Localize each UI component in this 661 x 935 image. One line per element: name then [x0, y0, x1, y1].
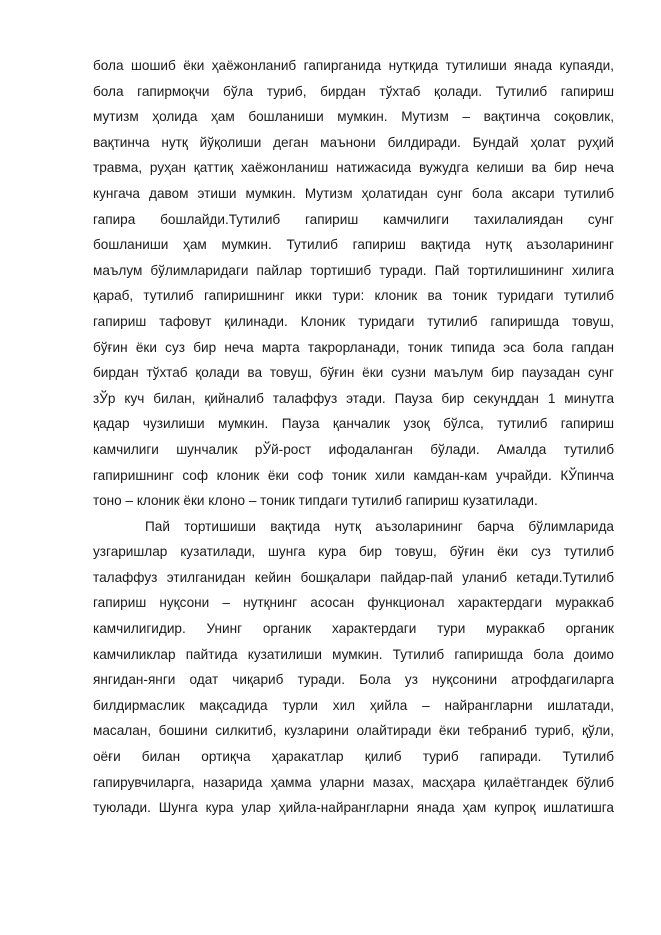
text-line: талаффуз этилганидан кейин бошқалари пайдар-пай уланиб кетади.Тутилиб — [93, 569, 614, 585]
paragraph-2 — [93, 514, 614, 821]
text-line: гапира бошлайди.Тутилиб гапириш камчилиги тахилалиядан сунг — [93, 211, 614, 227]
text-line: Пай тортишиши вақтида нутқ аъзоларининг барча бўлимларида — [145, 518, 614, 534]
text-line: зЎр куч билан, қийналиб талаффуз этади. Пауза бир секунддан 1 минутга — [93, 390, 614, 406]
text-line: гапиришнинг соф клоник ёки соф тоник хили камдан-кам учрайди. КЎпинча — [93, 467, 614, 483]
text-line: қараб, тутилиб гапиришнинг икки тури: клоник ва тоник туридаги тутилиб — [93, 288, 614, 304]
text-line: янгидан-янги одат чиқариб туради. Бола уз нуқсонини атрофдагиларга — [93, 672, 614, 688]
text-line: гапириш нуқсони – нутқнинг асосан функционал характердаги мураккаб — [93, 595, 614, 611]
text-line: масалан, бошини силкитиб, кузларини олайтиради ёки тебраниб туриб, қўли, — [93, 723, 614, 739]
text-line: мутизм ҳолида ҳам бошланиши мумкин. Мутизм – вақтинча соқовлик, — [93, 109, 614, 125]
text-line: қадар чузилиши мумкин. Пауза қанчалик узоқ бўлса, тутилиб гапириш — [93, 416, 614, 432]
text-line: камчилиги шунчалик рЎй-рост ифодаланган бўлади. Амалда тутилиб — [93, 441, 614, 457]
text-line: оёғи билан ортиқча ҳаракатлар қилиб туриб гапиради. Тутилиб — [93, 749, 614, 765]
text-line: бўғин ёки суз бир неча марта такрорланади, тоник типида эса бола гапдан — [93, 339, 614, 355]
text-line: кунгача давом этиши мумкин. Мутизм ҳолатидан сунг бола аксари тутилиб — [93, 185, 614, 201]
text-line: травма, руҳан қаттиқ хаёжонланиш натижасида вужудга келиши ва бир неча — [93, 160, 614, 176]
text-line: узгаришлар кузатилади, шунга кура бир товуш, бўғин ёки суз тутилиб — [93, 544, 614, 560]
text-line: камчилигидир. Унинг органик характердаги тури мураккаб органик — [93, 621, 614, 637]
text-line: гапирувчиларга, назарида ҳамма уларни мазах, масҳара қилаётгандек бўлиб — [93, 774, 614, 790]
text-line: туюлади. Шунга кура улар ҳийла-найрангларни янада ҳам купроқ ишлатишга — [93, 800, 614, 816]
text-line: маълум бўлимларидаги пайлар тортишиб туради. Пай тортилишининг хилига — [93, 262, 614, 278]
text-line: камчиликлар пайтида кузатилиши мумкин. Тутилиб гапиришда бола доимо — [93, 646, 614, 662]
text-line: билдирмаслик мақсадида турли хил ҳийла – найрангларни ишлатади, — [93, 697, 614, 713]
text-line: бошланиши ҳам мумкин. Тутилиб гапириш вақтида нутқ аъзоларининг — [93, 237, 614, 253]
text-line: бирдан тўхтаб қолади ва товуш, бўғин ёки сузни маълум бир паузадан сунг — [93, 365, 614, 381]
text-line: вақтинча нутқ йўқолиши деган маънони билдиради. Бундай ҳолат руҳий — [93, 134, 614, 150]
text-line: бола гапирмоқчи бўла туриб, бирдан тўхтаб қолади. Тутилиб гапириш — [93, 83, 614, 99]
document-page — [93, 53, 614, 821]
paragraph-1 — [93, 53, 614, 514]
text-line: бола шошиб ёки ҳаёжонланиб гапирганида нутқида тутилиши янада купаяди, — [93, 58, 614, 73]
text-line: гапириш тафовут қилинади. Клоник туридаги тутилиб гапиришда товуш, — [93, 313, 614, 329]
text-line: тоно – клоник ёки клоно – тоник типдаги тутилиб гапириш кузатилади. — [93, 493, 538, 509]
